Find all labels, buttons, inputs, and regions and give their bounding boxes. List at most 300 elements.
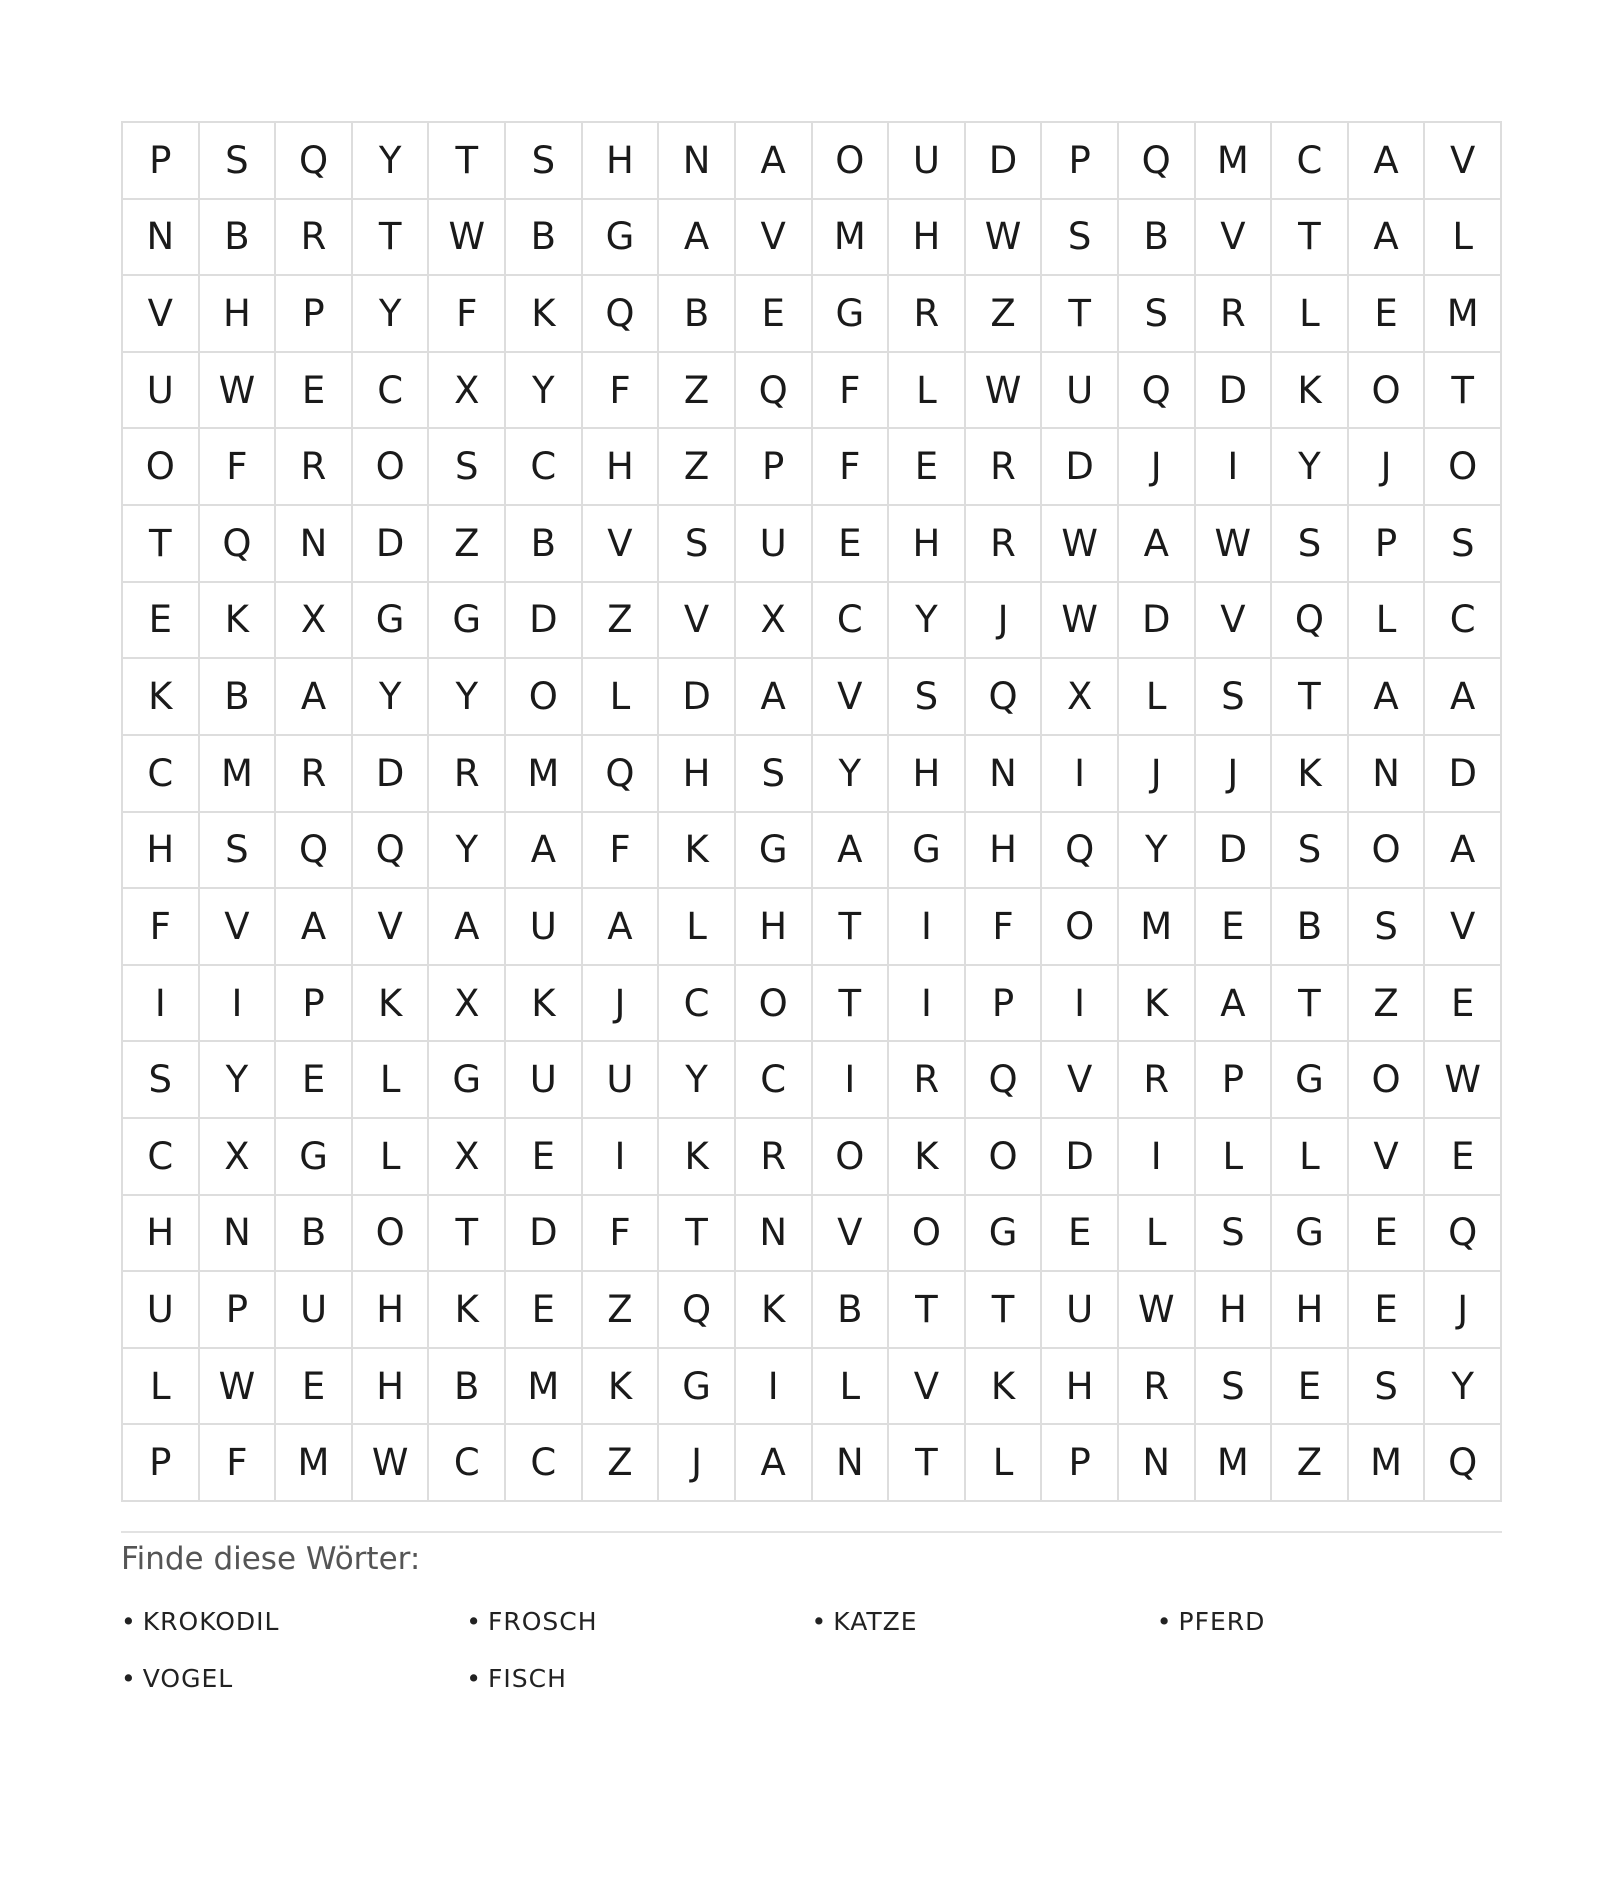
grid-cell[interactable]: M [506,736,583,813]
grid-cell[interactable]: S [659,506,736,583]
grid-cell[interactable]: X [1042,659,1119,736]
grid-cell[interactable]: L [889,353,966,430]
grid-cell[interactable]: L [1196,1119,1273,1196]
grid-cell[interactable]: R [889,1042,966,1119]
grid-cell[interactable]: Y [429,813,506,890]
grid-cell[interactable]: N [659,123,736,200]
grid-cell[interactable]: T [966,1272,1043,1349]
grid-cell[interactable]: W [1425,1042,1502,1119]
grid-cell[interactable]: J [1119,429,1196,506]
grid-cell[interactable]: R [1196,276,1273,353]
grid-cell[interactable]: S [1272,813,1349,890]
grid-cell[interactable]: G [429,1042,506,1119]
grid-cell[interactable]: A [736,123,813,200]
grid-cell[interactable]: E [1196,889,1273,966]
grid-cell[interactable]: M [813,200,890,277]
grid-cell[interactable]: S [1042,200,1119,277]
grid-cell[interactable]: F [966,889,1043,966]
grid-cell[interactable]: B [506,506,583,583]
grid-cell[interactable]: N [813,1425,890,1502]
grid-cell[interactable]: X [736,583,813,660]
grid-cell[interactable]: X [276,583,353,660]
grid-cell[interactable]: H [353,1349,430,1426]
grid-cell[interactable]: Y [659,1042,736,1119]
grid-cell[interactable]: U [506,1042,583,1119]
grid-cell[interactable]: E [1349,276,1426,353]
grid-cell[interactable]: K [123,659,200,736]
grid-cell[interactable]: R [429,736,506,813]
grid-cell[interactable]: O [353,1196,430,1273]
grid-cell[interactable]: S [1272,506,1349,583]
grid-cell[interactable]: P [1196,1042,1273,1119]
grid-cell[interactable]: J [1119,736,1196,813]
grid-cell[interactable]: P [1042,123,1119,200]
grid-cell[interactable]: P [200,1272,277,1349]
grid-cell[interactable]: C [1425,583,1502,660]
grid-cell[interactable]: K [200,583,277,660]
grid-cell[interactable]: V [1349,1119,1426,1196]
grid-cell[interactable]: I [1119,1119,1196,1196]
grid-cell[interactable]: S [200,813,277,890]
grid-cell[interactable]: A [429,889,506,966]
grid-cell[interactable]: G [889,813,966,890]
grid-cell[interactable]: M [276,1425,353,1502]
grid-cell[interactable]: V [813,1196,890,1273]
grid-cell[interactable]: Q [1425,1196,1502,1273]
grid-cell[interactable]: V [583,506,660,583]
grid-cell[interactable]: R [276,736,353,813]
grid-cell[interactable]: B [1119,200,1196,277]
grid-cell[interactable]: Y [506,353,583,430]
grid-cell[interactable]: V [736,200,813,277]
grid-cell[interactable]: H [1272,1272,1349,1349]
grid-cell[interactable]: W [200,353,277,430]
grid-cell[interactable]: M [506,1349,583,1426]
grid-cell[interactable]: O [813,1119,890,1196]
grid-cell[interactable]: B [200,200,277,277]
grid-cell[interactable]: E [276,353,353,430]
grid-cell[interactable]: A [1425,813,1502,890]
grid-cell[interactable]: F [583,813,660,890]
grid-cell[interactable]: K [659,813,736,890]
grid-cell[interactable]: K [889,1119,966,1196]
grid-cell[interactable]: H [1042,1349,1119,1426]
grid-cell[interactable]: L [583,659,660,736]
grid-cell[interactable]: U [736,506,813,583]
grid-cell[interactable]: K [966,1349,1043,1426]
grid-cell[interactable]: T [1272,659,1349,736]
grid-cell[interactable]: T [889,1425,966,1502]
grid-cell[interactable]: P [966,966,1043,1043]
grid-cell[interactable]: U [506,889,583,966]
grid-cell[interactable]: P [1042,1425,1119,1502]
grid-cell[interactable]: A [813,813,890,890]
grid-cell[interactable]: J [1349,429,1426,506]
grid-cell[interactable]: I [813,1042,890,1119]
grid-cell[interactable]: V [1425,123,1502,200]
grid-cell[interactable]: I [200,966,277,1043]
grid-cell[interactable]: O [353,429,430,506]
grid-cell[interactable]: A [736,1425,813,1502]
grid-cell[interactable]: L [123,1349,200,1426]
grid-cell[interactable]: E [1042,1196,1119,1273]
grid-cell[interactable]: K [506,276,583,353]
grid-cell[interactable]: N [123,200,200,277]
grid-cell[interactable]: O [1349,1042,1426,1119]
grid-cell[interactable]: C [736,1042,813,1119]
grid-cell[interactable]: H [353,1272,430,1349]
grid-cell[interactable]: O [1425,429,1502,506]
grid-cell[interactable]: Q [736,353,813,430]
grid-cell[interactable]: U [1042,353,1119,430]
grid-cell[interactable]: R [1119,1042,1196,1119]
grid-cell[interactable]: S [1119,276,1196,353]
grid-cell[interactable]: M [1196,123,1273,200]
grid-cell[interactable]: A [1196,966,1273,1043]
grid-cell[interactable]: M [200,736,277,813]
grid-cell[interactable]: Z [583,1425,660,1502]
grid-cell[interactable]: V [200,889,277,966]
grid-cell[interactable]: S [123,1042,200,1119]
grid-cell[interactable]: C [1272,123,1349,200]
grid-cell[interactable]: T [1272,200,1349,277]
grid-cell[interactable]: G [1272,1196,1349,1273]
grid-cell[interactable]: K [1119,966,1196,1043]
grid-cell[interactable]: G [429,583,506,660]
grid-cell[interactable]: S [1425,506,1502,583]
grid-cell[interactable]: S [1349,1349,1426,1426]
grid-cell[interactable]: K [736,1272,813,1349]
grid-cell[interactable]: U [276,1272,353,1349]
grid-cell[interactable]: O [966,1119,1043,1196]
grid-cell[interactable]: F [813,429,890,506]
grid-cell[interactable]: A [276,889,353,966]
grid-cell[interactable]: I [123,966,200,1043]
grid-cell[interactable]: A [583,889,660,966]
grid-cell[interactable]: T [813,966,890,1043]
grid-cell[interactable]: N [966,736,1043,813]
grid-cell[interactable]: Q [1119,353,1196,430]
grid-cell[interactable]: Q [276,123,353,200]
grid-cell[interactable]: W [353,1425,430,1502]
grid-cell[interactable]: K [506,966,583,1043]
grid-cell[interactable]: I [583,1119,660,1196]
grid-cell[interactable]: V [1196,583,1273,660]
grid-cell[interactable]: R [889,276,966,353]
grid-cell[interactable]: H [123,1196,200,1273]
grid-cell[interactable]: Q [966,1042,1043,1119]
grid-cell[interactable]: B [659,276,736,353]
grid-cell[interactable]: O [506,659,583,736]
grid-cell[interactable]: Z [1272,1425,1349,1502]
grid-cell[interactable]: Q [353,813,430,890]
grid-cell[interactable]: I [889,966,966,1043]
grid-cell[interactable]: O [123,429,200,506]
grid-cell[interactable]: D [1196,353,1273,430]
grid-cell[interactable]: Z [583,1272,660,1349]
grid-cell[interactable]: D [659,659,736,736]
grid-cell[interactable]: W [1196,506,1273,583]
grid-cell[interactable]: N [736,1196,813,1273]
grid-cell[interactable]: H [889,200,966,277]
grid-cell[interactable]: L [659,889,736,966]
grid-cell[interactable]: N [1119,1425,1196,1502]
grid-cell[interactable]: D [1042,429,1119,506]
grid-cell[interactable]: H [889,506,966,583]
grid-cell[interactable]: F [200,1425,277,1502]
grid-cell[interactable]: U [889,123,966,200]
grid-cell[interactable]: L [1119,1196,1196,1273]
grid-cell[interactable]: T [429,123,506,200]
grid-cell[interactable]: S [1349,889,1426,966]
grid-cell[interactable]: S [889,659,966,736]
grid-cell[interactable]: Y [429,659,506,736]
grid-cell[interactable]: Q [1425,1425,1502,1502]
grid-cell[interactable]: W [966,353,1043,430]
grid-cell[interactable]: S [1196,1196,1273,1273]
grid-cell[interactable]: O [813,123,890,200]
grid-cell[interactable]: F [813,353,890,430]
grid-cell[interactable]: E [123,583,200,660]
grid-cell[interactable]: L [966,1425,1043,1502]
grid-cell[interactable]: T [813,889,890,966]
grid-cell[interactable]: D [1042,1119,1119,1196]
grid-cell[interactable]: W [1042,506,1119,583]
grid-cell[interactable]: L [1349,583,1426,660]
grid-cell[interactable]: D [966,123,1043,200]
grid-cell[interactable]: B [276,1196,353,1273]
grid-cell[interactable]: I [889,889,966,966]
grid-cell[interactable]: L [1119,659,1196,736]
grid-cell[interactable]: E [276,1349,353,1426]
grid-cell[interactable]: T [353,200,430,277]
grid-cell[interactable]: K [583,1349,660,1426]
grid-cell[interactable]: H [736,889,813,966]
grid-cell[interactable]: C [813,583,890,660]
grid-cell[interactable]: P [736,429,813,506]
grid-cell[interactable]: I [736,1349,813,1426]
grid-cell[interactable]: V [659,583,736,660]
grid-cell[interactable]: H [583,429,660,506]
grid-cell[interactable]: N [1349,736,1426,813]
grid-cell[interactable]: O [1349,353,1426,430]
grid-cell[interactable]: D [506,1196,583,1273]
grid-cell[interactable]: Y [353,276,430,353]
grid-cell[interactable]: U [123,1272,200,1349]
grid-cell[interactable]: E [1272,1349,1349,1426]
grid-cell[interactable]: Y [200,1042,277,1119]
grid-cell[interactable]: Q [659,1272,736,1349]
grid-cell[interactable]: P [123,123,200,200]
grid-cell[interactable]: K [659,1119,736,1196]
grid-cell[interactable]: T [429,1196,506,1273]
grid-cell[interactable]: C [353,353,430,430]
grid-cell[interactable]: J [966,583,1043,660]
grid-cell[interactable]: F [583,353,660,430]
grid-cell[interactable]: S [736,736,813,813]
grid-cell[interactable]: W [966,200,1043,277]
grid-cell[interactable]: N [276,506,353,583]
grid-cell[interactable]: G [276,1119,353,1196]
grid-cell[interactable]: Y [813,736,890,813]
grid-cell[interactable]: V [353,889,430,966]
grid-cell[interactable]: E [1425,1119,1502,1196]
grid-cell[interactable]: W [200,1349,277,1426]
grid-cell[interactable]: R [276,429,353,506]
grid-cell[interactable]: E [1425,966,1502,1043]
grid-cell[interactable]: A [1349,659,1426,736]
grid-cell[interactable]: H [583,123,660,200]
grid-cell[interactable]: F [200,429,277,506]
grid-cell[interactable]: P [1349,506,1426,583]
grid-cell[interactable]: E [813,506,890,583]
grid-cell[interactable]: G [813,276,890,353]
grid-cell[interactable]: C [123,736,200,813]
grid-cell[interactable]: L [813,1349,890,1426]
grid-cell[interactable]: O [1042,889,1119,966]
grid-cell[interactable]: Q [1042,813,1119,890]
grid-cell[interactable]: L [353,1119,430,1196]
grid-cell[interactable]: H [200,276,277,353]
grid-cell[interactable]: K [429,1272,506,1349]
grid-cell[interactable]: Q [583,736,660,813]
grid-cell[interactable]: V [1196,200,1273,277]
grid-cell[interactable]: V [889,1349,966,1426]
grid-cell[interactable]: D [353,736,430,813]
grid-cell[interactable]: K [353,966,430,1043]
grid-cell[interactable]: F [583,1196,660,1273]
grid-cell[interactable]: C [659,966,736,1043]
grid-cell[interactable]: Y [353,123,430,200]
grid-cell[interactable]: H [889,736,966,813]
grid-cell[interactable]: A [1349,200,1426,277]
grid-cell[interactable]: S [1196,659,1273,736]
grid-cell[interactable]: Y [1272,429,1349,506]
grid-cell[interactable]: T [659,1196,736,1273]
grid-cell[interactable]: Z [659,429,736,506]
grid-cell[interactable]: Q [583,276,660,353]
grid-cell[interactable]: F [429,276,506,353]
grid-cell[interactable]: A [276,659,353,736]
grid-cell[interactable]: Z [1349,966,1426,1043]
grid-cell[interactable]: R [276,200,353,277]
grid-cell[interactable]: X [429,353,506,430]
grid-cell[interactable]: E [1349,1196,1426,1273]
grid-cell[interactable]: J [1425,1272,1502,1349]
grid-cell[interactable]: G [1272,1042,1349,1119]
grid-cell[interactable]: O [889,1196,966,1273]
grid-cell[interactable]: K [1272,736,1349,813]
grid-cell[interactable]: M [1425,276,1502,353]
grid-cell[interactable]: U [583,1042,660,1119]
grid-cell[interactable]: W [429,200,506,277]
grid-cell[interactable]: S [429,429,506,506]
grid-cell[interactable]: C [429,1425,506,1502]
grid-cell[interactable]: Y [1425,1349,1502,1426]
grid-cell[interactable]: X [429,966,506,1043]
grid-cell[interactable]: N [200,1196,277,1273]
grid-cell[interactable]: A [736,659,813,736]
grid-cell[interactable]: V [1425,889,1502,966]
grid-cell[interactable]: I [1042,736,1119,813]
grid-cell[interactable]: B [813,1272,890,1349]
grid-cell[interactable]: R [1119,1349,1196,1426]
grid-cell[interactable]: Y [1119,813,1196,890]
grid-cell[interactable]: X [200,1119,277,1196]
grid-cell[interactable]: J [1196,736,1273,813]
grid-cell[interactable]: J [583,966,660,1043]
grid-cell[interactable]: E [506,1272,583,1349]
grid-cell[interactable]: G [736,813,813,890]
grid-cell[interactable]: E [889,429,966,506]
grid-cell[interactable]: V [1042,1042,1119,1119]
grid-cell[interactable]: T [1425,353,1502,430]
grid-cell[interactable]: Z [966,276,1043,353]
grid-cell[interactable]: E [736,276,813,353]
grid-cell[interactable]: V [813,659,890,736]
grid-cell[interactable]: V [123,276,200,353]
grid-cell[interactable]: H [123,813,200,890]
grid-cell[interactable]: Z [659,353,736,430]
grid-cell[interactable]: U [123,353,200,430]
grid-cell[interactable]: I [1196,429,1273,506]
grid-cell[interactable]: H [659,736,736,813]
grid-cell[interactable]: S [1196,1349,1273,1426]
grid-cell[interactable]: D [1196,813,1273,890]
grid-cell[interactable]: D [506,583,583,660]
grid-cell[interactable]: R [966,506,1043,583]
grid-cell[interactable]: Z [583,583,660,660]
grid-cell[interactable]: Q [276,813,353,890]
grid-cell[interactable]: W [1119,1272,1196,1349]
grid-cell[interactable]: U [1042,1272,1119,1349]
grid-cell[interactable]: X [429,1119,506,1196]
grid-cell[interactable]: Q [200,506,277,583]
grid-cell[interactable]: D [1119,583,1196,660]
grid-cell[interactable]: A [1349,123,1426,200]
grid-cell[interactable]: T [889,1272,966,1349]
grid-cell[interactable]: E [506,1119,583,1196]
grid-cell[interactable]: G [353,583,430,660]
grid-cell[interactable]: H [1196,1272,1273,1349]
grid-cell[interactable]: B [200,659,277,736]
grid-cell[interactable]: T [1272,966,1349,1043]
grid-cell[interactable]: A [1119,506,1196,583]
grid-cell[interactable]: T [123,506,200,583]
grid-cell[interactable]: B [429,1349,506,1426]
grid-cell[interactable]: M [1119,889,1196,966]
grid-cell[interactable]: D [1425,736,1502,813]
grid-cell[interactable]: Q [966,659,1043,736]
grid-cell[interactable]: C [123,1119,200,1196]
grid-cell[interactable]: W [1042,583,1119,660]
grid-cell[interactable]: P [276,966,353,1043]
grid-cell[interactable]: Y [889,583,966,660]
grid-cell[interactable]: A [506,813,583,890]
grid-cell[interactable]: M [1349,1425,1426,1502]
grid-cell[interactable]: P [276,276,353,353]
grid-cell[interactable]: I [1042,966,1119,1043]
grid-cell[interactable]: S [200,123,277,200]
grid-cell[interactable]: G [659,1349,736,1426]
grid-cell[interactable]: D [353,506,430,583]
grid-cell[interactable]: B [506,200,583,277]
grid-cell[interactable]: E [1349,1272,1426,1349]
grid-cell[interactable]: Z [429,506,506,583]
grid-cell[interactable]: G [583,200,660,277]
grid-cell[interactable]: A [659,200,736,277]
grid-cell[interactable]: J [659,1425,736,1502]
